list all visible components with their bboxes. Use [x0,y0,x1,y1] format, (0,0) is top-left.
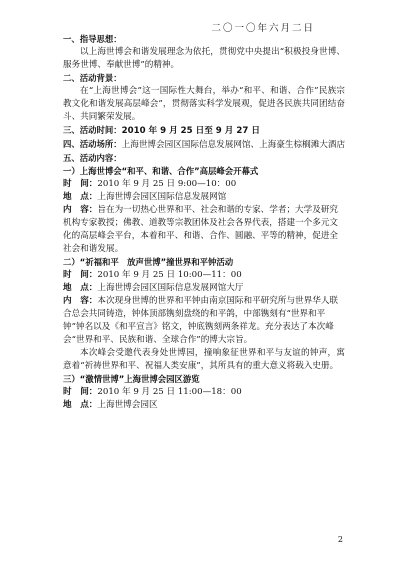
section-heading-guiding-ideology: 一、指导思想： [63,34,122,44]
event-3-place: 地 点：上海世博会园区 [63,400,158,410]
event-3-title: 三）“激情世博”上海世博会园区游览 [63,374,200,384]
event-1-content: 内 容：旨在为一切热心世界和平、社会和谐的专家、学者；大学及研究机构专家教授；佛教、道教等宗教团体及社会各界代表，搭建一个多元文化的高层峰会平台，本着和平、和谐、合作、圆融、平等的精神，促进全社会和谐发展。 [63,205,339,254]
event-3-time: 时 间：2010 年 9 月 25 日 11:00—18：00 [63,387,242,397]
section-heading-background: 二、活动背景： [63,73,122,83]
background-text: 在“上海世博会”这一国际性大舞台，举办“和平、和谐、合作”民族宗教文化和谐发展高层峰会”，贯彻落实科学发展观，促进各民族共同团结奋斗、共同繁荣发展。 [63,86,345,122]
event-venue-row [63,138,345,152]
event-time-value: 2010 年 9 月 25 日至 9 月 27 日 [121,126,260,136]
document-date: 二〇一〇年六月二日 [211,23,315,34]
event-time-row [63,124,345,138]
event-1-title: 一）上海世博会“和平、和谐、合作”高层峰会开幕式 [63,166,259,176]
event-venue-value: 上海世博会园区国际信息发展网馆、上海豪生棕榈滩大酒店 [121,140,346,150]
event-2-time: 时 间：2010 年 9 月 25 日 10:00—11：00 [63,270,242,280]
event-1-time: 时 间：2010 年 9 月 25 日 9:00—10：00 [63,179,237,189]
section-heading-content: 五、活动内容： [63,153,122,163]
section-heading-venue: 四、活动场所： [63,139,122,149]
event-1-place: 地 点：上海世博会园区国际信息发展网馆 [63,192,227,202]
guiding-ideology-text: 以上海世博会和谐发展理念为依托，贯彻党中央提出“积极投身世博、服务世博、奉献世博”的精神。 [63,47,345,70]
document-body [63,33,345,412]
event-2-title: 二）“祈福和平 放声世博”撞世界和平钟活动 [63,257,234,267]
page-number: 2 [337,535,343,544]
event-2-extra: 本次峰会受邀代表身处世博园，撞响象征世界和平与友谊的钟声，寓意着“祈祷世界和平、祝福人类安康”，其所具有的重大意义将载入史册。 [63,348,345,371]
section-heading-time: 三、活动时间： [63,125,122,135]
event-2-content: 内 容：本次现身世博的世界和平钟由南京国际和平研究所与世界华人联合总会共同铸造，钟体顶部镌刻盘绕的和平鸽，中部镌刻有“世界和平钟”钟名以及《和平宣言》铭文，钟底镌刻两条祥龙。充分表达了本次峰会“世界和平、民族和谐、全球合作”的博大宗旨。 [63,296,339,345]
event-2-place: 地 点：上海世博会园区国际信息发展网馆大厅 [63,283,244,293]
